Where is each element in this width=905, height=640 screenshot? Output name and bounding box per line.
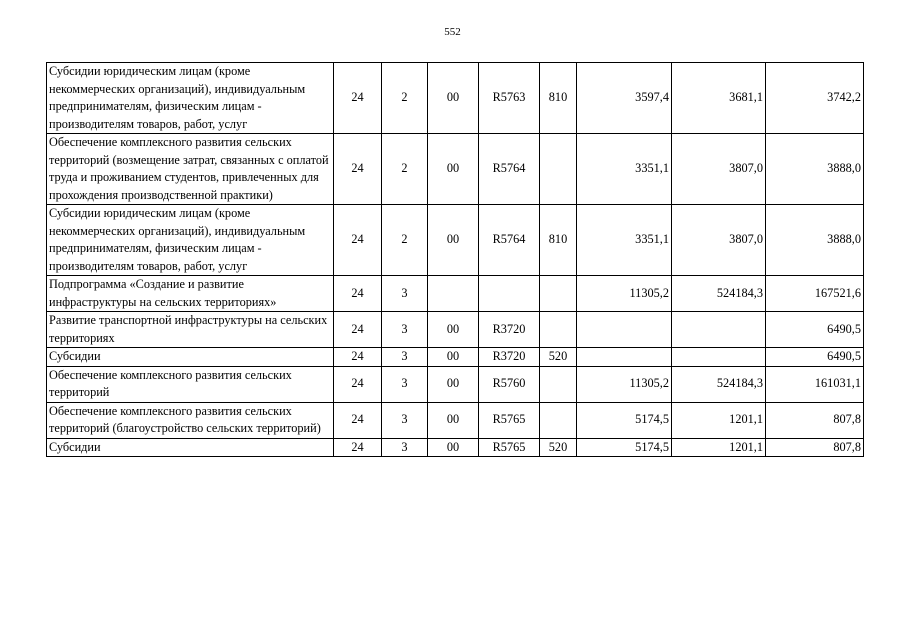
cell-amount-year1	[577, 348, 672, 367]
cell-amount-year1: 11305,2	[577, 366, 672, 402]
cell-main-event: 00	[428, 63, 479, 134]
table-body	[47, 63, 864, 457]
cell-program: 24	[334, 312, 382, 348]
cell-program: 24	[334, 438, 382, 457]
cell-expense-type: 810	[540, 205, 577, 276]
cell-main-event: 00	[428, 438, 479, 457]
cell-expense-type	[540, 402, 577, 438]
cell-subprogram: 3	[382, 402, 428, 438]
cell-amount-year1: 3351,1	[577, 134, 672, 205]
table-row	[47, 63, 864, 134]
cell-amount-year1: 5174,5	[577, 438, 672, 457]
cell-amount-year2: 524184,3	[672, 276, 766, 312]
cell-direction: R5763	[479, 63, 540, 134]
cell-subprogram: 3	[382, 348, 428, 367]
cell-amount-year3: 167521,6	[766, 276, 864, 312]
cell-amount-year2: 1201,1	[672, 438, 766, 457]
cell-direction: R3720	[479, 348, 540, 367]
cell-program: 24	[334, 63, 382, 134]
page-number: 552	[444, 26, 461, 38]
cell-program: 24	[334, 134, 382, 205]
cell-subprogram: 3	[382, 438, 428, 457]
cell-name: Обеспечение комплексного развития сельских территорий (благоустройство сельских территорий)	[47, 402, 334, 438]
cell-main-event: 00	[428, 366, 479, 402]
cell-expense-type: 520	[540, 438, 577, 457]
cell-program: 24	[334, 402, 382, 438]
cell-name: Субсидии юридическим лицам (кроме некоммерческих организаций), индивидуальным предпринимателям, физическим лицам - производителям товаров, работ, услуг	[47, 63, 334, 134]
cell-direction: R5760	[479, 366, 540, 402]
cell-name: Субсидии	[47, 348, 334, 367]
table-row	[47, 312, 864, 348]
table-row	[47, 348, 864, 367]
cell-subprogram: 3	[382, 312, 428, 348]
cell-amount-year2	[672, 348, 766, 367]
cell-amount-year1: 3597,4	[577, 63, 672, 134]
cell-program: 24	[334, 348, 382, 367]
cell-amount-year3: 3888,0	[766, 205, 864, 276]
table-row	[47, 134, 864, 205]
cell-amount-year3: 6490,5	[766, 312, 864, 348]
cell-main-event: 00	[428, 348, 479, 367]
cell-expense-type	[540, 276, 577, 312]
cell-name: Субсидии юридическим лицам (кроме некоммерческих организаций), индивидуальным предпринимателям, физическим лицам - производителям товаров, работ, услуг	[47, 205, 334, 276]
cell-name: Обеспечение комплексного развития сельских территорий (возмещение затрат, связанных с оплатой труда и проживанием студентов, привлеченных для прохождения производственной практики)	[47, 134, 334, 205]
cell-amount-year3: 807,8	[766, 402, 864, 438]
cell-direction: R3720	[479, 312, 540, 348]
cell-name: Развитие транспортной инфраструктуры на сельских территориях	[47, 312, 334, 348]
cell-program: 24	[334, 205, 382, 276]
cell-name: Подпрограмма «Создание и развитие инфраструктуры на сельских территориях»	[47, 276, 334, 312]
cell-main-event: 00	[428, 402, 479, 438]
cell-subprogram: 3	[382, 366, 428, 402]
table-row	[47, 402, 864, 438]
cell-name: Обеспечение комплексного развития сельских территорий	[47, 366, 334, 402]
table-row	[47, 438, 864, 457]
cell-direction: R5764	[479, 134, 540, 205]
cell-amount-year1	[577, 312, 672, 348]
cell-amount-year3: 161031,1	[766, 366, 864, 402]
table-row	[47, 205, 864, 276]
cell-name: Субсидии	[47, 438, 334, 457]
table-row	[47, 366, 864, 402]
cell-subprogram: 2	[382, 63, 428, 134]
cell-amount-year1: 3351,1	[577, 205, 672, 276]
cell-amount-year1: 11305,2	[577, 276, 672, 312]
cell-main-event: 00	[428, 134, 479, 205]
cell-amount-year2: 1201,1	[672, 402, 766, 438]
cell-amount-year2: 524184,3	[672, 366, 766, 402]
budget-table	[46, 62, 864, 457]
cell-subprogram: 3	[382, 276, 428, 312]
table-row	[47, 276, 864, 312]
cell-subprogram: 2	[382, 134, 428, 205]
cell-main-event: 00	[428, 312, 479, 348]
cell-amount-year3: 3888,0	[766, 134, 864, 205]
cell-amount-year2: 3807,0	[672, 134, 766, 205]
cell-amount-year2: 3807,0	[672, 205, 766, 276]
cell-subprogram: 2	[382, 205, 428, 276]
cell-expense-type: 810	[540, 63, 577, 134]
cell-amount-year2	[672, 312, 766, 348]
cell-expense-type	[540, 312, 577, 348]
cell-expense-type	[540, 134, 577, 205]
cell-amount-year1: 5174,5	[577, 402, 672, 438]
cell-amount-year2: 3681,1	[672, 63, 766, 134]
cell-amount-year3: 3742,2	[766, 63, 864, 134]
cell-amount-year3: 807,8	[766, 438, 864, 457]
cell-direction: R5765	[479, 402, 540, 438]
cell-amount-year3: 6490,5	[766, 348, 864, 367]
cell-direction	[479, 276, 540, 312]
cell-program: 24	[334, 276, 382, 312]
cell-main-event	[428, 276, 479, 312]
cell-direction: R5764	[479, 205, 540, 276]
cell-direction: R5765	[479, 438, 540, 457]
cell-expense-type	[540, 366, 577, 402]
cell-program: 24	[334, 366, 382, 402]
cell-main-event: 00	[428, 205, 479, 276]
cell-expense-type: 520	[540, 348, 577, 367]
